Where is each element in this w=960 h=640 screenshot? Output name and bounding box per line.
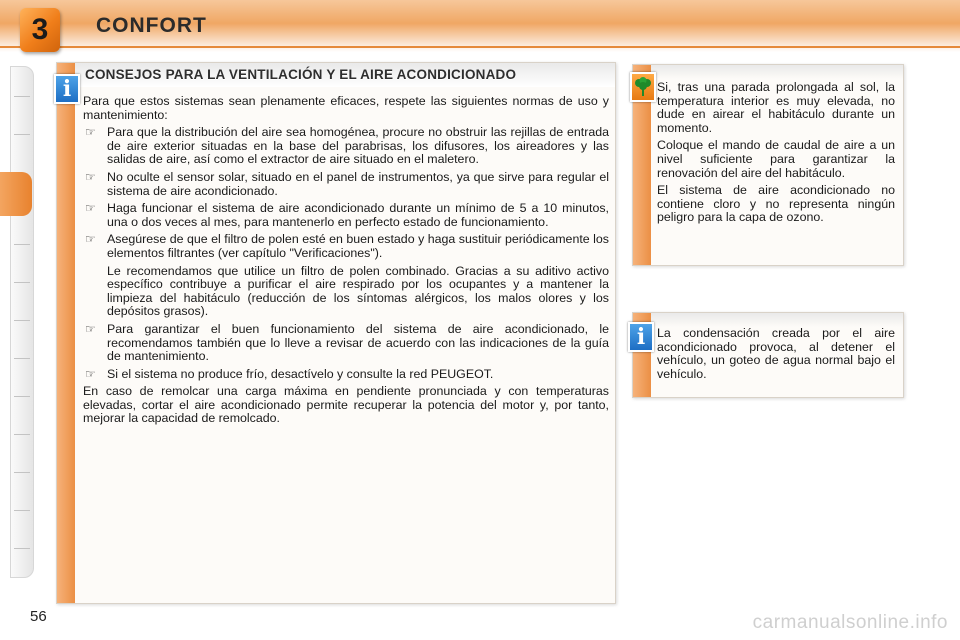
info-note-panel	[632, 312, 904, 398]
pointing-hand-icon: ☞	[85, 232, 96, 247]
eco-tip-panel	[632, 64, 904, 266]
tab-divider	[14, 134, 30, 135]
list-item	[83, 126, 609, 167]
tab-divider	[14, 510, 30, 511]
closing-paragraph: En caso de remolcar una carga máxima en pendiente pronunciada y con temperaturas elevadas, cortar el aire acondicionado permite recuperar la potencia del motor y, por tanto, mejorar la capacidad de remolcado.	[83, 384, 609, 426]
panel-header	[651, 65, 903, 79]
tab-divider	[14, 548, 30, 549]
tab-divider	[14, 96, 30, 97]
panel-header	[651, 313, 903, 327]
tab-divider	[14, 472, 30, 473]
chapter-badge	[20, 8, 60, 52]
list-item	[83, 233, 609, 260]
chapter-number: 3	[31, 13, 49, 46]
list-item-text: Para que la distribución del aire sea homogénea, procure no obstruir las rejillas de entrada de aire exterior situadas en la base del parabrisas, los difusores, los aireadores y las salidas de aire, así como el extractor de aire situado en el maletero.	[107, 125, 609, 167]
tab-divider	[14, 434, 30, 435]
tree-icon	[630, 72, 656, 102]
eco-tip-paragraph: Si, tras una parada prolongada al sol, la temperatura interior es muy elevada, no dude en airear el habitáculo durante un momento.	[657, 80, 895, 135]
tab-divider	[14, 358, 30, 359]
list-item-text: No oculte el sensor solar, situado en el panel de instrumentos, ya que sirve para regular el sistema de aire acondicionado.	[107, 169, 609, 198]
panel-accent-strip	[57, 63, 75, 603]
list-item-text: Si el sistema no produce frío, desactívelo y consulte la red PEUGEOT.	[107, 366, 494, 381]
pointing-hand-icon: ☞	[85, 201, 96, 216]
list-item	[83, 171, 609, 198]
chapter-tab-rail	[10, 66, 34, 578]
list-item	[83, 202, 609, 229]
eco-tip-text	[657, 81, 895, 229]
list-item	[83, 368, 609, 382]
pointing-hand-icon: ☞	[85, 366, 96, 381]
eco-tip-paragraph: El sistema de aire acondicionado no contiene cloro y no representa ningún peligro para la capa de ozono.	[657, 183, 895, 225]
list-item	[83, 323, 609, 364]
tab-divider	[14, 244, 30, 245]
header-rule	[0, 46, 960, 48]
info-icon: i	[54, 74, 80, 104]
tab-divider	[14, 282, 30, 283]
intro-paragraph: Para que estos sistemas sean plenamente eficaces, respete las siguientes normas de uso y mantenimiento:	[83, 94, 609, 122]
section-body	[83, 95, 609, 430]
pointing-hand-icon: ☞	[85, 321, 96, 336]
indented-paragraph: Le recomendamos que utilice un filtro de polen combinado. Gracias a su aditivo activo específico contribuye a purificar el aire respirado por los ocupantes y a mantener la limpieza del habitáculo (reducción de los síntomas alérgicos, los malos olores y los depósitos grasos).	[107, 263, 609, 319]
section-title: CONSEJOS PARA LA VENTILACIÓN Y EL AIRE ACONDICIONADO	[85, 67, 517, 82]
eco-tip-paragraph: Coloque el mando de caudal de aire a un nivel suficiente para garantizar la renovación del aire del habitáculo.	[657, 138, 895, 180]
info-icon: i	[628, 322, 654, 352]
watermark: carmanualsonline.info	[752, 612, 948, 633]
tab-divider	[14, 396, 30, 397]
page-number: 56	[30, 608, 47, 625]
list-item-text: Para garantizar el buen funcionamiento del sistema de aire acondicionado, le recomendamos también que lo lleve a revisar de acuerdo con las indicaciones de la guía de mantenimiento.	[107, 321, 609, 364]
pointing-hand-icon: ☞	[85, 169, 96, 184]
main-panel	[56, 62, 616, 604]
info-note-text: La condensación creada por el aire acondicionado provoca, al detener el vehículo, un goteo de agua normal bajo el vehículo.	[657, 326, 895, 381]
list-item-text: Asegúrese de que el filtro de polen esté en buen estado y haga sustituir periódicamente los elementos filtrantes (ver capítulo "Verificaciones").	[107, 232, 609, 260]
list-item-text: Haga funcionar el sistema de aire acondicionado durante un mínimo de 5 a 10 minutos, una o dos veces al mes, para mantenerlo en perfecto estado de funcionamiento.	[107, 201, 609, 229]
tab-divider	[14, 320, 30, 321]
pointing-hand-icon: ☞	[85, 125, 96, 140]
chapter-title: CONFORT	[96, 14, 207, 37]
chapter-tab-active[interactable]	[0, 172, 32, 216]
